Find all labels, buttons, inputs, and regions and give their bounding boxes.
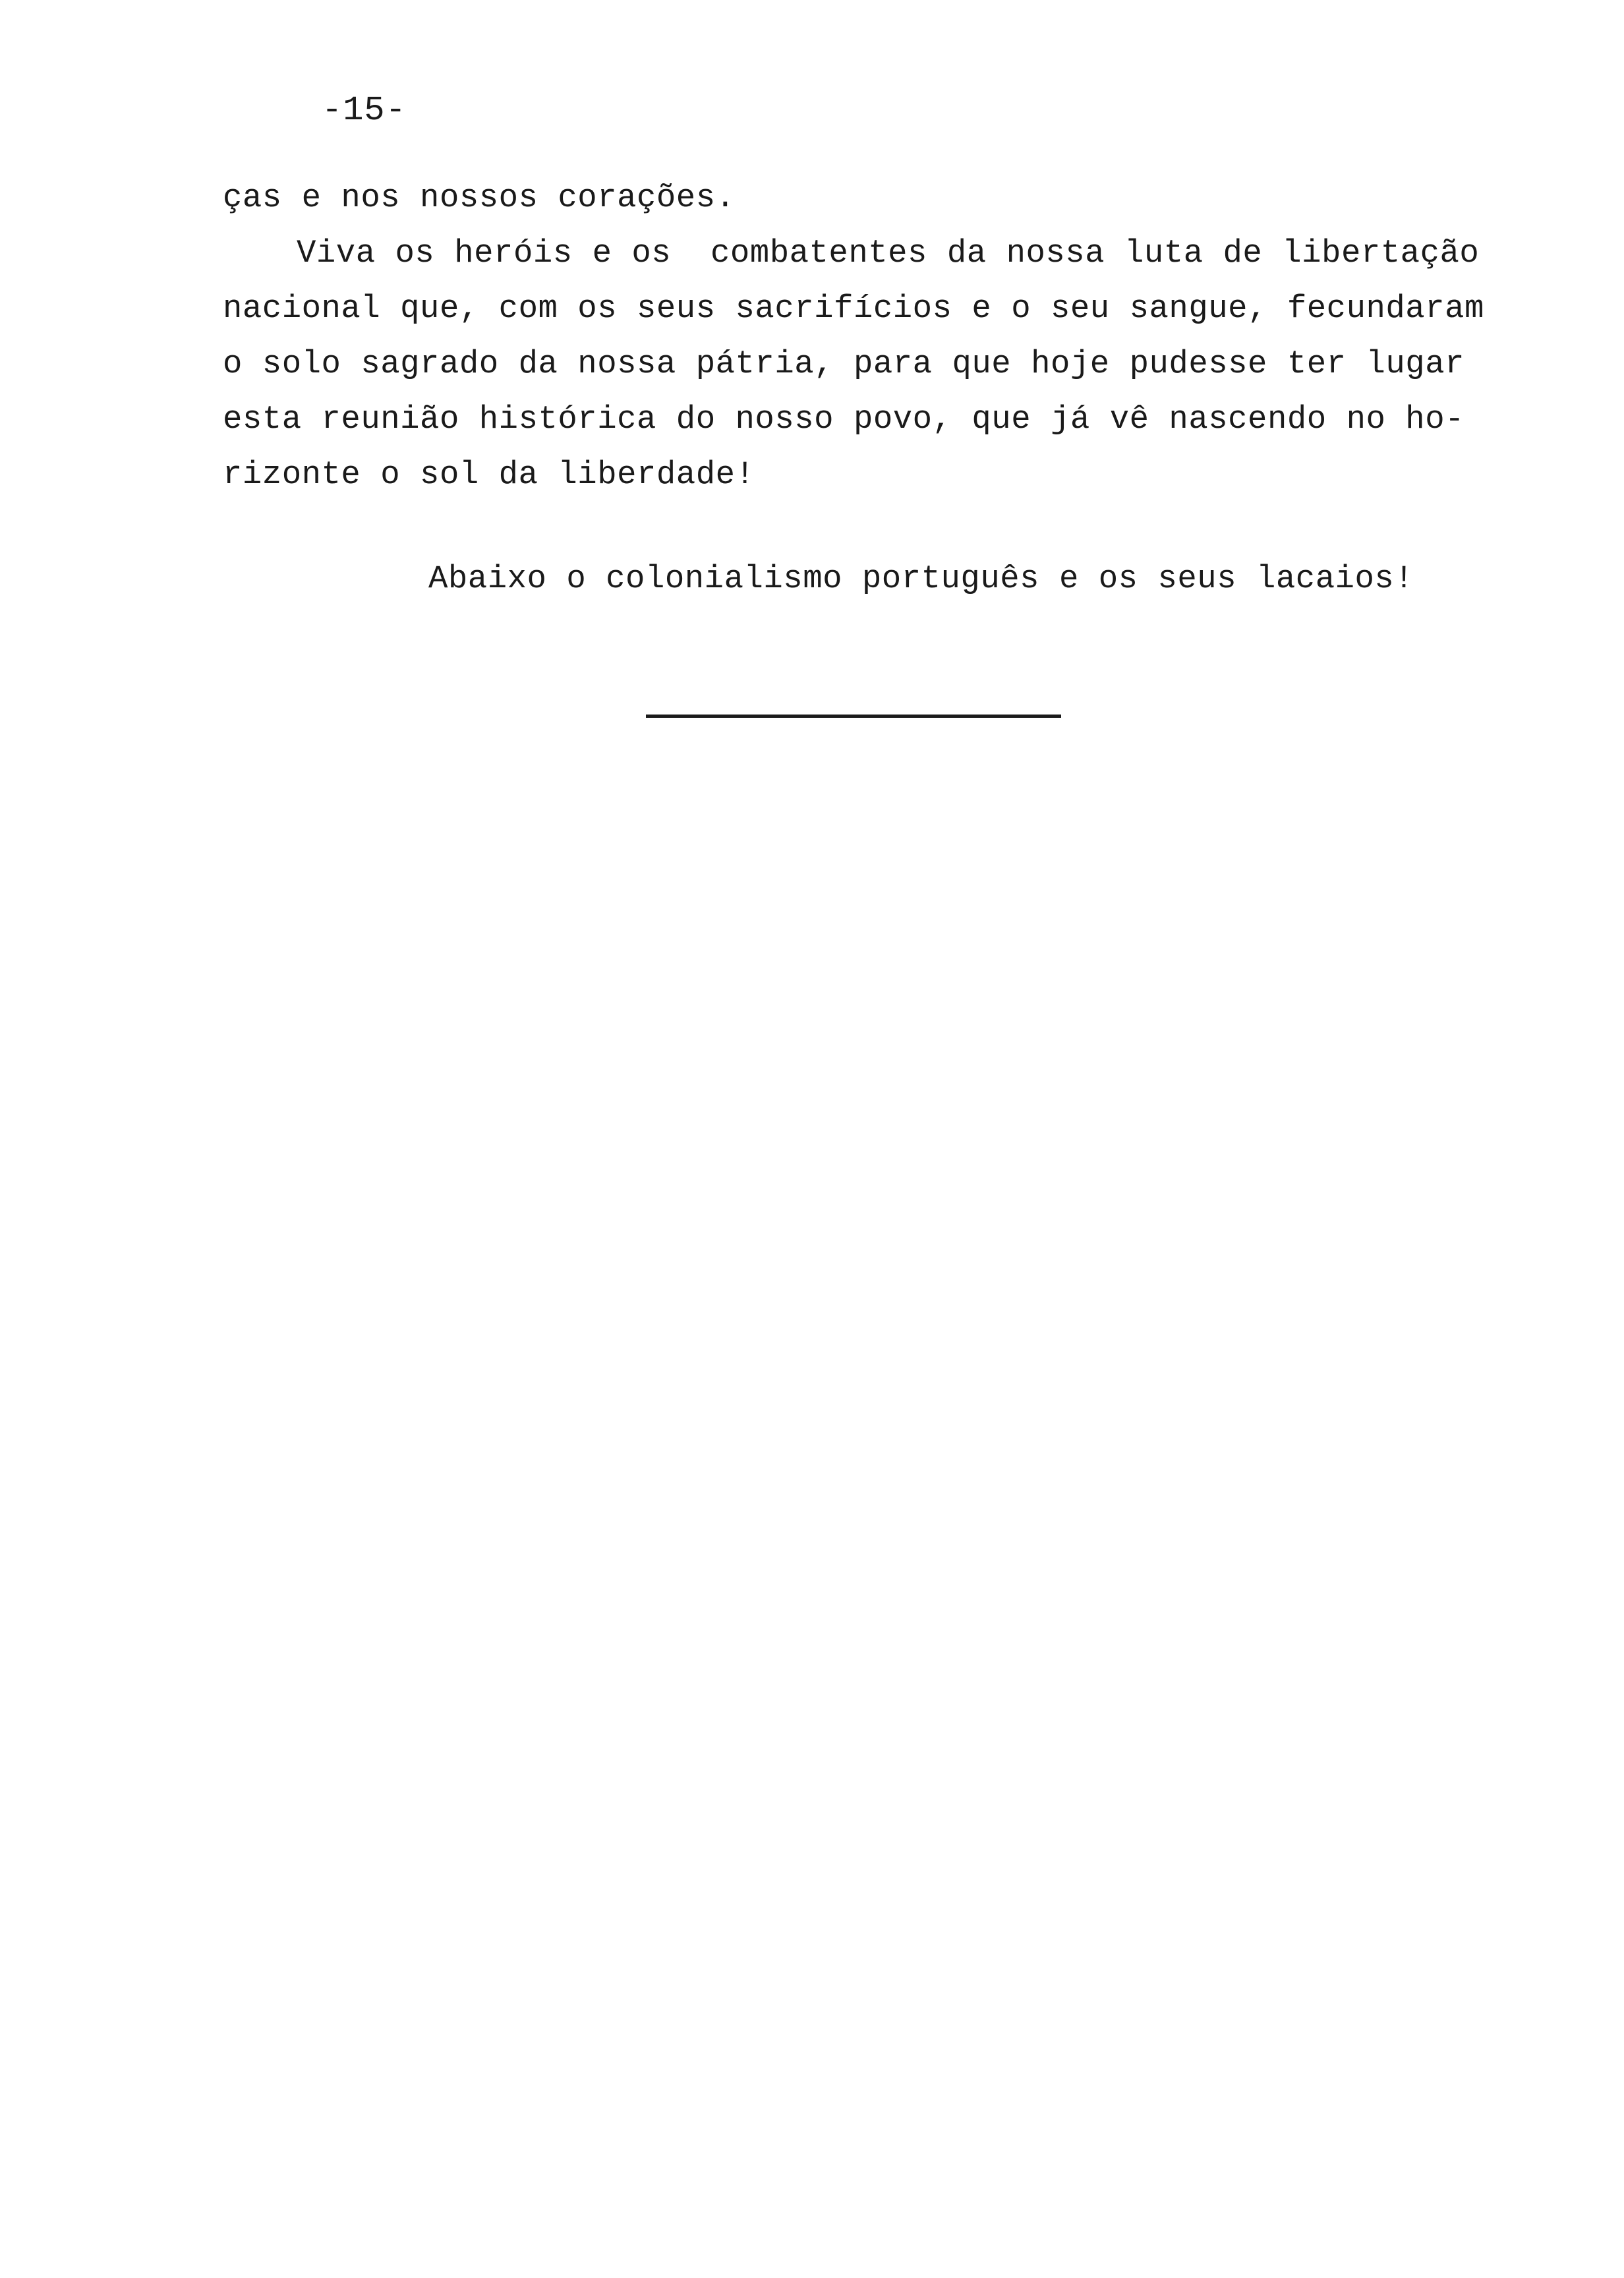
- text-line: ças e nos nossos corações.: [223, 179, 736, 216]
- text-line: o solo sagrado da nossa pátria, para que hoje pudesse ter lugar: [223, 345, 1465, 382]
- text-line: Viva os heróis e os combatentes da nossa luta de libertação: [297, 235, 1480, 272]
- text-line: rizonte o sol da liberdade!: [223, 456, 755, 493]
- text-line: nacional que, com os seus sacrifícios e o seu sangue, fecundaram: [223, 290, 1484, 327]
- closing-slogan: Abaixo o colonialismo português e os seus lacaios!: [428, 560, 1414, 597]
- section-divider: [646, 715, 1061, 718]
- body-text: [223, 170, 1515, 502]
- text-line: esta reunião histórica do nosso povo, que já vê nascendo no ho-: [223, 401, 1465, 438]
- page-number: -15-: [322, 91, 407, 130]
